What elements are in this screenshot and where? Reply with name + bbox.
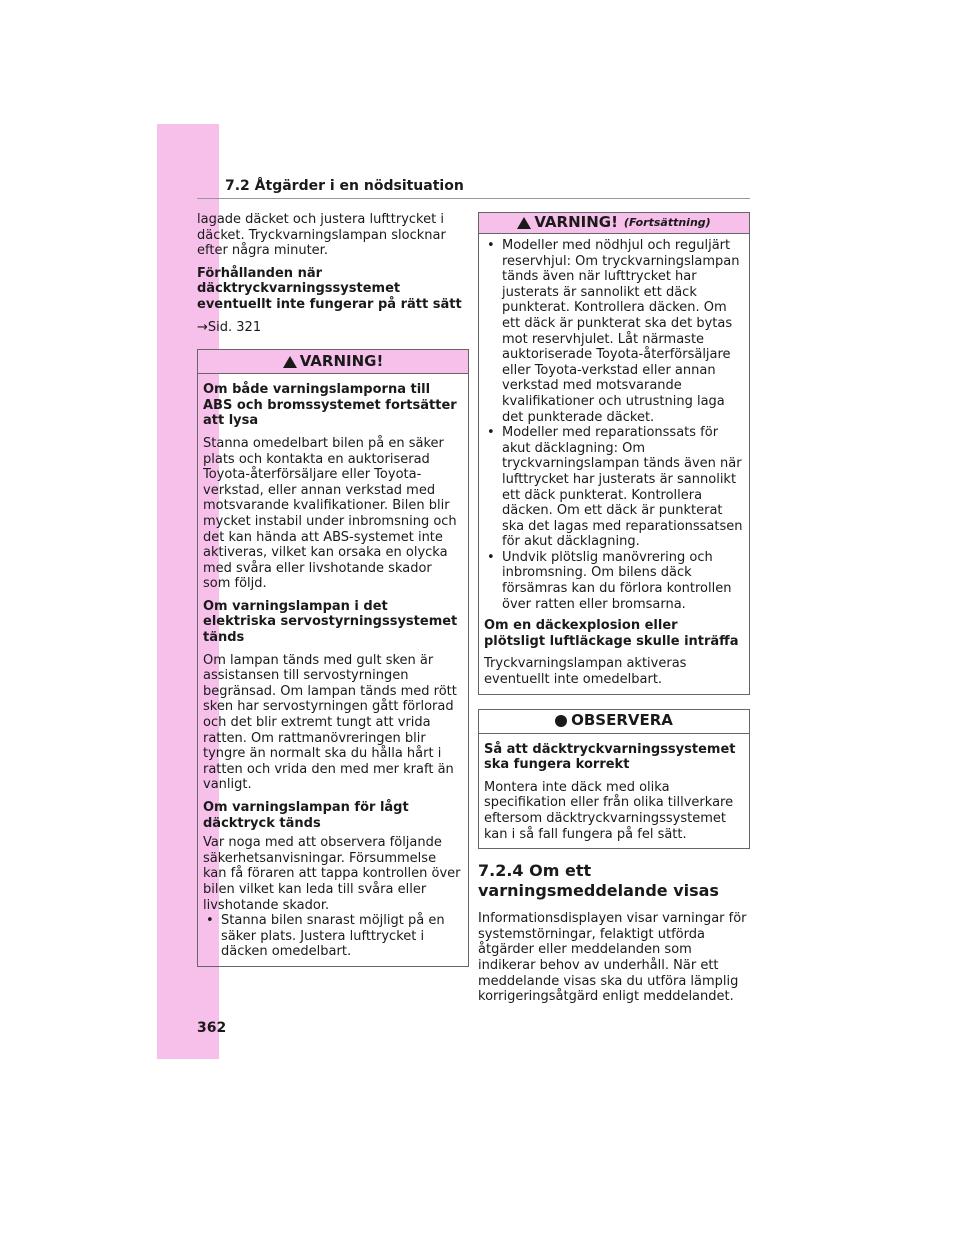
warning-heading: Om både varningslamporna till ABS och bromssystemet fortsätter att lysa xyxy=(203,382,457,429)
warning-triangle-icon xyxy=(517,217,531,229)
observera-heading: Så att däcktryckvarningssystemet ska fungera korrekt xyxy=(484,741,736,773)
intro-text: lagade däcket och justera lufttrycket i däcket. Tryckvarningslampan slocknar efter några minuter. xyxy=(197,212,446,259)
warning-triangle-icon xyxy=(283,356,297,368)
list-item: • Stanna bilen snarast möjligt på en säker plats. Justera lufttrycket i däcken omedelbart. xyxy=(203,913,462,960)
continued-label: (Fortsättning) xyxy=(623,216,711,230)
warning-body xyxy=(479,234,749,694)
page-reference-link[interactable]: →Sid. 321 xyxy=(197,319,262,335)
caution-circle-icon xyxy=(555,715,567,727)
subheading: Förhållanden när däcktryckvarningssystemet eventuellt inte fungerar på rätt sätt xyxy=(197,265,462,312)
section-header: 7.2 Åtgärder i en nödsituation xyxy=(225,178,464,194)
warning-header xyxy=(479,213,749,234)
warning-paragraph: Tryckvarningslampan aktiveras eventuellt inte omedelbart. xyxy=(484,656,687,688)
warning-title: VARNING! xyxy=(534,213,618,232)
warning-list xyxy=(484,238,743,612)
warning-title: VARNING! xyxy=(299,351,384,370)
warning-continued-box xyxy=(478,212,750,695)
right-column xyxy=(478,212,750,1012)
warning-paragraph: Var noga med att observera följande säkerhetsanvisningar. Försummelse kan få föraren att tappa kontrollen över bilen vilket kan leda till svåra eller livshotande skador. xyxy=(203,835,461,913)
observera-paragraph: Montera inte däck med olika specifikation eller från olika tillverkare eftersom däcktryckvarningssystemet kan i så fall fungera på fel sätt. xyxy=(484,779,734,842)
observera-header xyxy=(479,710,749,734)
header-divider xyxy=(197,198,750,199)
section-title: 7.2.4 Om ett varningsmeddelande visas xyxy=(478,861,719,901)
section-body: Informationsdisplayen visar varningar för systemstörningar, felaktigt utförda åtgärder eller meddelanden som indikerar behov av underhåll. När ett meddelande visas ska du utföra lämplig korrigeringsåtgärd enligt meddelandet. xyxy=(478,911,747,1005)
list-item: • Modeller med reparationssats för akut däcklagning: Om tryckvarningslampan tänds även när lufttrycket har justerats är sannolikt ett däck punkterat. Kontrollera däcken. Om ett däck är punkterat ska det lagas med reparationssatsen för akut däcklagning. xyxy=(484,425,743,550)
observera-title: OBSERVERA xyxy=(571,711,673,730)
warning-header xyxy=(198,350,468,374)
observera-body xyxy=(479,734,749,849)
warning-paragraph: Stanna omedelbart bilen på en säker plats och kontakta en auktoriserad Toyota-återförsäljare eller Toyota-verkstad, eller annan verkstad med motsvarande kvalifikationer. Bilen blir mycket instabil under inbromsning och det kan hända att ABS-systemet inte aktiveras, vilket kan orsaka en olycka med svåra eller livshotande skador som följd. xyxy=(203,435,457,592)
warning-heading: Om varningslampan för lågt däcktryck tänds xyxy=(203,800,409,831)
warning-heading: Om en däckexplosion eller plötsligt luftläckage skulle inträffa xyxy=(484,618,739,649)
left-column xyxy=(197,212,469,967)
page-number: 362 xyxy=(197,1020,227,1036)
warning-box xyxy=(197,349,469,967)
warning-list xyxy=(203,913,462,960)
warning-heading: Om varningslampan i det elektriska servostyrningssystemet tänds xyxy=(203,598,458,646)
observera-box xyxy=(478,709,750,850)
warning-body xyxy=(198,374,468,966)
warning-paragraph: Om lampan tänds med gult sken är assistansen till servostyrningen begränsad. Om lampan tänds med rött sken har servostyrningen gått förlorad och det blir extremt tungt att vrida ratten. Om rattmanövreringen blir tyngre än normalt ska du hålla hårt i ratten och vrida den med mer kraft än vanligt. xyxy=(203,652,457,793)
list-item: • Undvik plötslig manövrering och inbromsning. Om bilens däck försämras kan du förlora kontrollen över ratten eller bromsarna. xyxy=(484,550,743,612)
list-item: • Modeller med nödhjul och reguljärt reservhjul: Om tryckvarningslampan tänds även när lufttrycket har justerats är sannolikt ett däck punkterat. Kontrollera däcken. Om ett däck är punkterat ska det bytas mot reservhjulet. Låt närmaste auktoriserade Toyota-återförsäljare eller Toyota-verkstad eller annan verkstad med motsvarande kvalifikationer och utrustning laga det punkterade däcket. xyxy=(484,238,743,425)
